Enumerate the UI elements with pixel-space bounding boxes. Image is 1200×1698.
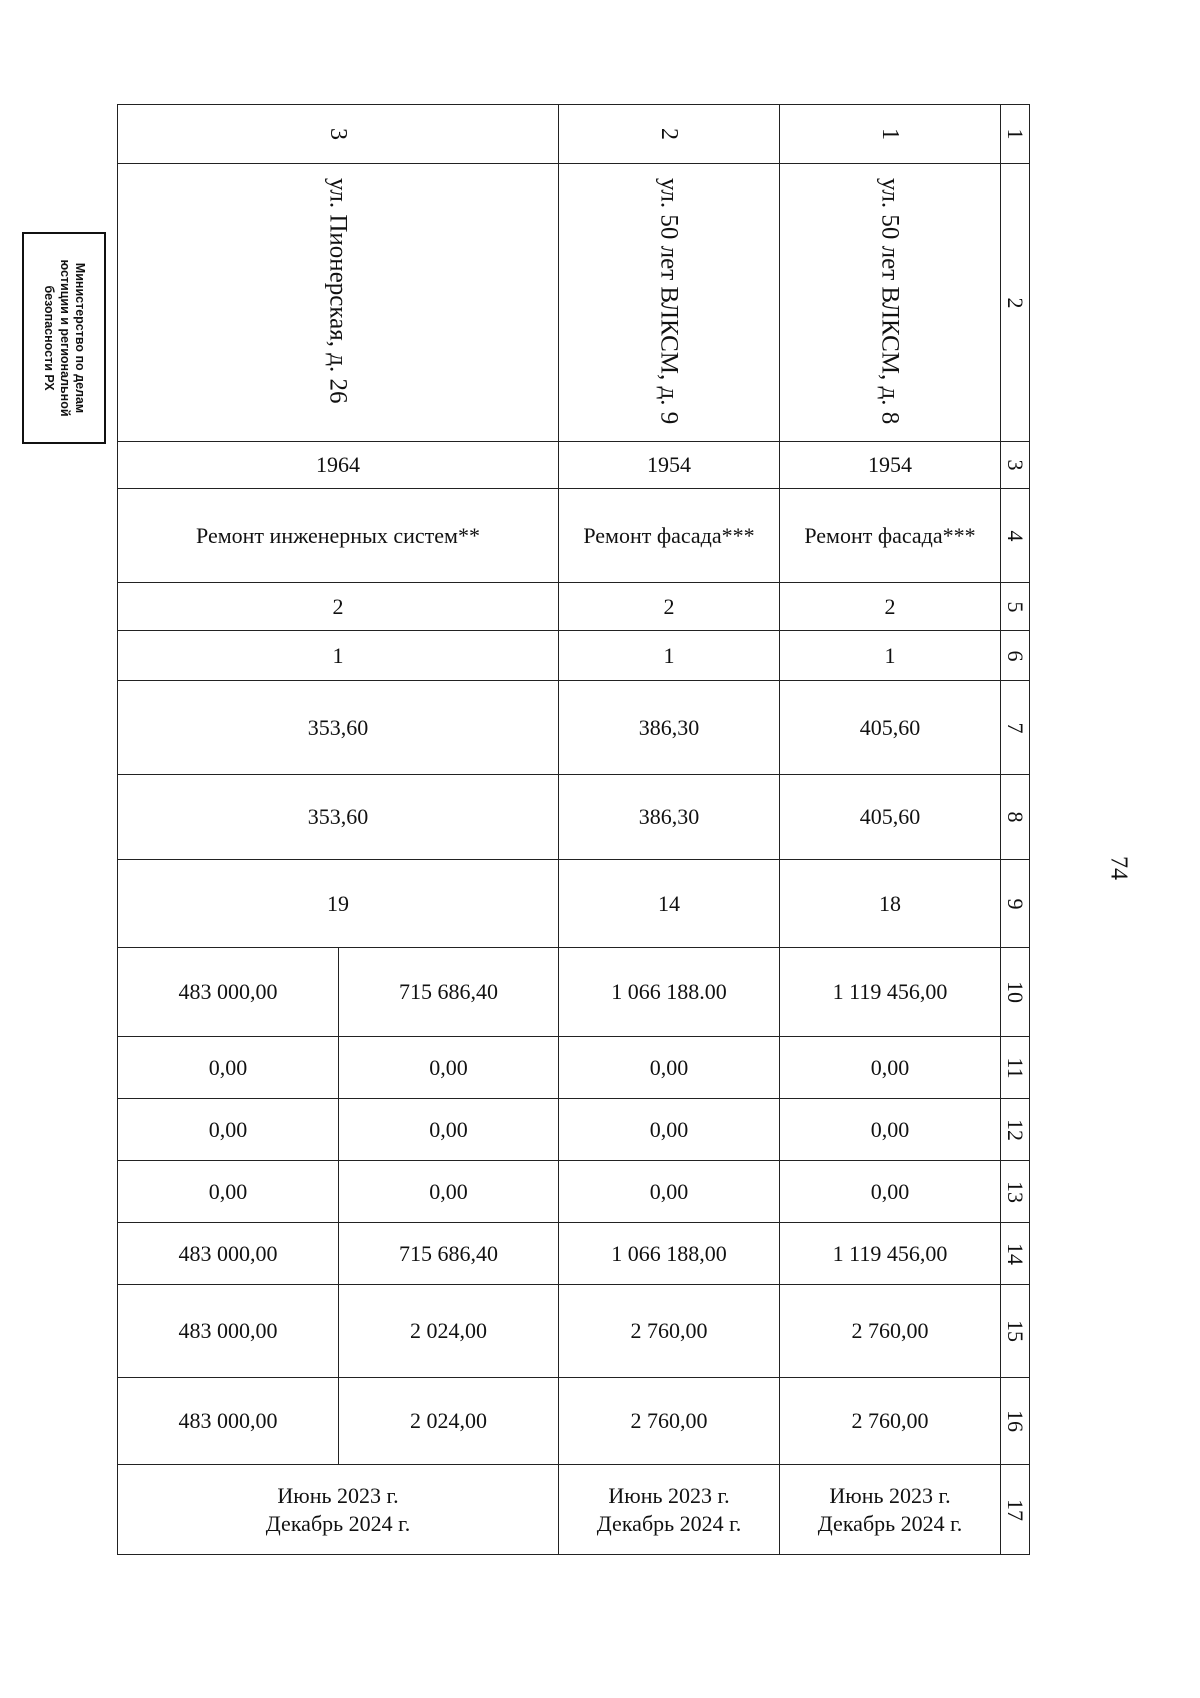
row2-work [558, 488, 780, 583]
row1-c6-text: 1 [884, 642, 896, 668]
row2-c17-end: Декабрь 2024 г. [596, 1510, 742, 1536]
colnum-5-text: 5 [1002, 601, 1028, 612]
row1-c13 [779, 1160, 1001, 1223]
colnum-16-text: 16 [1002, 1410, 1028, 1432]
colnum-5 [1000, 582, 1030, 631]
row3-year [117, 441, 559, 489]
row1-no [779, 104, 1001, 164]
row1-c6 [779, 630, 1001, 681]
row3-c11-a-text: 0,00 [429, 1054, 468, 1080]
row3-c7 [117, 680, 559, 775]
row1-c16 [779, 1377, 1001, 1465]
row3-c15-a-text: 2 024,00 [410, 1318, 487, 1344]
row3-c11-a [338, 1036, 559, 1099]
row1-address [779, 163, 1001, 442]
row2-c5-text: 2 [663, 593, 675, 619]
colnum-6 [1000, 630, 1030, 681]
row1-c17 [779, 1464, 1001, 1555]
row3-c8-text: 353,60 [307, 804, 369, 830]
row2-c12 [558, 1098, 780, 1161]
row2-c17-start: Июнь 2023 г. [608, 1483, 730, 1508]
colnum-13-text: 13 [1002, 1180, 1028, 1203]
colnum-10 [1000, 947, 1030, 1037]
row3-c6 [117, 630, 559, 681]
colnum-11 [1000, 1036, 1030, 1099]
colnum-11-text: 11 [1002, 1056, 1028, 1079]
colnum-7 [1000, 680, 1030, 775]
row1-c17-start: Июнь 2023 г. [829, 1483, 951, 1508]
colnum-12 [1000, 1098, 1030, 1161]
row3-c16-b [117, 1377, 339, 1465]
row2-c14-text: 1 066 188,00 [611, 1240, 727, 1266]
row3-c14-a-text: 715 686,40 [399, 1240, 498, 1266]
row1-c14 [779, 1222, 1001, 1285]
colnum-8 [1000, 774, 1030, 860]
colnum-12-text: 12 [1002, 1118, 1028, 1141]
row1-c12 [779, 1098, 1001, 1161]
row3-c10-b-text: 483 000,00 [178, 979, 278, 1005]
colnum-1 [1000, 104, 1030, 164]
colnum-14 [1000, 1222, 1030, 1285]
row3-c9 [117, 859, 559, 948]
row2-c15-text: 2 760,00 [630, 1318, 708, 1344]
row1-c7 [779, 680, 1001, 775]
row2-c16-text: 2 760,00 [630, 1408, 708, 1434]
row3-c15-b [117, 1284, 339, 1378]
row3-c13-b [117, 1160, 339, 1223]
colnum-7-text: 7 [1002, 722, 1028, 733]
row1-c5 [779, 582, 1001, 631]
row3-c14-b-text: 483 000,00 [178, 1240, 278, 1266]
row1-c8-text: 405,60 [859, 804, 921, 830]
stamp-line-3: безопасности РХ [42, 285, 57, 391]
row2-c16 [558, 1377, 780, 1465]
row2-c10-text: 1 066 188.00 [611, 979, 727, 1005]
row1-c16-text: 2 760,00 [851, 1408, 929, 1434]
row3-c11-b [117, 1036, 339, 1099]
row1-c8 [779, 774, 1001, 860]
colnum-15 [1000, 1284, 1030, 1378]
page-number [1098, 848, 1138, 888]
row3-c10-b [117, 947, 339, 1037]
row2-c7-text: 386,30 [638, 714, 700, 740]
row3-c16-a [338, 1377, 559, 1465]
row1-c9-text: 18 [879, 890, 901, 916]
row3-c10-a-text: 715 686,40 [399, 979, 498, 1005]
row1-c11-text: 0,00 [870, 1054, 910, 1080]
colnum-9 [1000, 859, 1030, 948]
row3-c12-a-text: 0,00 [429, 1116, 468, 1142]
row3-c13-a [338, 1160, 559, 1223]
row2-c11-text: 0,00 [649, 1054, 689, 1080]
colnum-1-text: 1 [1002, 128, 1028, 140]
colnum-2 [1000, 163, 1030, 442]
row2-c15 [558, 1284, 780, 1378]
row3-c16-b-text: 483 000,00 [178, 1408, 278, 1434]
row1-c5-text: 2 [884, 593, 896, 619]
row3-c12-b [117, 1098, 339, 1161]
colnum-16 [1000, 1377, 1030, 1465]
row3-c15-b-text: 483 000,00 [178, 1318, 278, 1344]
row3-c15-a [338, 1284, 559, 1378]
row3-address-text: ул. Пионерская, д. 26 [324, 178, 352, 404]
row3-c7-text: 353,60 [307, 714, 369, 740]
row2-c13-text: 0,00 [649, 1178, 689, 1204]
row3-c16-a-text: 2 024,00 [410, 1408, 487, 1434]
row2-c11 [558, 1036, 780, 1099]
row2-work-text: Ремонт фасада*** [583, 522, 755, 548]
ministry-stamp [22, 232, 106, 444]
colnum-17 [1000, 1464, 1030, 1555]
row1-c9 [779, 859, 1001, 948]
colnum-3 [1000, 441, 1030, 489]
colnum-8-text: 8 [1002, 811, 1028, 823]
row3-c5-text: 2 [332, 593, 344, 619]
row1-c15-text: 2 760,00 [851, 1318, 929, 1344]
row3-no [117, 104, 559, 164]
row1-year [779, 441, 1001, 489]
row1-work [779, 488, 1001, 583]
colnum-9-text: 9 [1002, 898, 1028, 909]
page-number-text: 74 [1105, 856, 1132, 880]
row2-c9-text: 14 [658, 890, 680, 916]
colnum-3-text: 3 [1002, 459, 1028, 471]
row2-c8-text: 386,30 [638, 804, 700, 830]
row3-c9-text: 19 [327, 890, 349, 916]
colnum-17-text: 17 [1002, 1498, 1028, 1521]
row2-c12-text: 0,00 [649, 1116, 689, 1142]
colnum-4 [1000, 488, 1030, 583]
row1-c17-end: Декабрь 2024 г. [817, 1510, 963, 1536]
row3-c5 [117, 582, 559, 631]
colnum-2-text: 2 [1002, 297, 1028, 308]
row3-work [117, 488, 559, 583]
row2-no [558, 104, 780, 164]
row1-c10-text: 1 119 456,00 [832, 979, 948, 1005]
row2-c13 [558, 1160, 780, 1223]
row2-c6 [558, 630, 780, 681]
row2-c14 [558, 1222, 780, 1285]
colnum-15-text: 15 [1002, 1320, 1028, 1342]
row2-address-text: ул. 50 лет ВЛКСМ, д. 9 [655, 178, 683, 425]
row3-c10-a [338, 947, 559, 1037]
stamp-line-1: Министерство по делам [72, 262, 87, 414]
row2-c8 [558, 774, 780, 860]
row1-c11 [779, 1036, 1001, 1099]
row1-address-text: ул. 50 лет ВЛКСМ, д. 8 [876, 178, 904, 425]
row1-c14-text: 1 119 456,00 [832, 1240, 948, 1266]
row1-c7-text: 405,60 [859, 714, 921, 740]
colnum-13 [1000, 1160, 1030, 1223]
colnum-6-text: 6 [1002, 650, 1028, 661]
row2-year-text: 1954 [647, 452, 691, 478]
row1-work-text: Ремонт фасада*** [804, 522, 976, 548]
row2-year [558, 441, 780, 489]
row1-year-text: 1954 [868, 452, 912, 478]
row1-c13-text: 0,00 [870, 1178, 910, 1204]
row3-c17-end: Декабрь 2024 г. [265, 1510, 411, 1536]
row3-c6-text: 1 [332, 642, 344, 668]
row1-c10 [779, 947, 1001, 1037]
row2-no-text: 2 [656, 128, 682, 140]
row3-c12-b-text: 0,00 [208, 1116, 248, 1142]
row3-work-text: Ремонт инженерных систем** [196, 522, 480, 548]
row2-c9 [558, 859, 780, 948]
row3-c14-b [117, 1222, 339, 1285]
row3-no-text: 3 [325, 128, 351, 140]
row2-c17 [558, 1464, 780, 1555]
row3-c11-b-text: 0,00 [208, 1054, 248, 1080]
row1-c15 [779, 1284, 1001, 1378]
colnum-4-text: 4 [1002, 530, 1028, 541]
row3-c13-b-text: 0,00 [208, 1178, 248, 1204]
row3-c13-a-text: 0,00 [429, 1178, 468, 1204]
row2-c10 [558, 947, 780, 1037]
row2-address [558, 163, 780, 442]
row2-c7 [558, 680, 780, 775]
row3-c14-a [338, 1222, 559, 1285]
stamp-line-2: юстиции и региональной [57, 259, 72, 417]
row3-c17-start: Июнь 2023 г. [277, 1483, 399, 1508]
row3-c12-a [338, 1098, 559, 1161]
row2-c5 [558, 582, 780, 631]
row1-no-text: 1 [877, 128, 903, 140]
colnum-10-text: 10 [1002, 981, 1028, 1003]
row3-year-text: 1964 [316, 452, 360, 478]
row2-c6-text: 1 [663, 642, 675, 668]
row3-c17 [117, 1464, 559, 1555]
row3-address [117, 163, 559, 442]
row1-c12-text: 0,00 [870, 1116, 910, 1142]
row3-c8 [117, 774, 559, 860]
colnum-14-text: 14 [1002, 1242, 1028, 1265]
